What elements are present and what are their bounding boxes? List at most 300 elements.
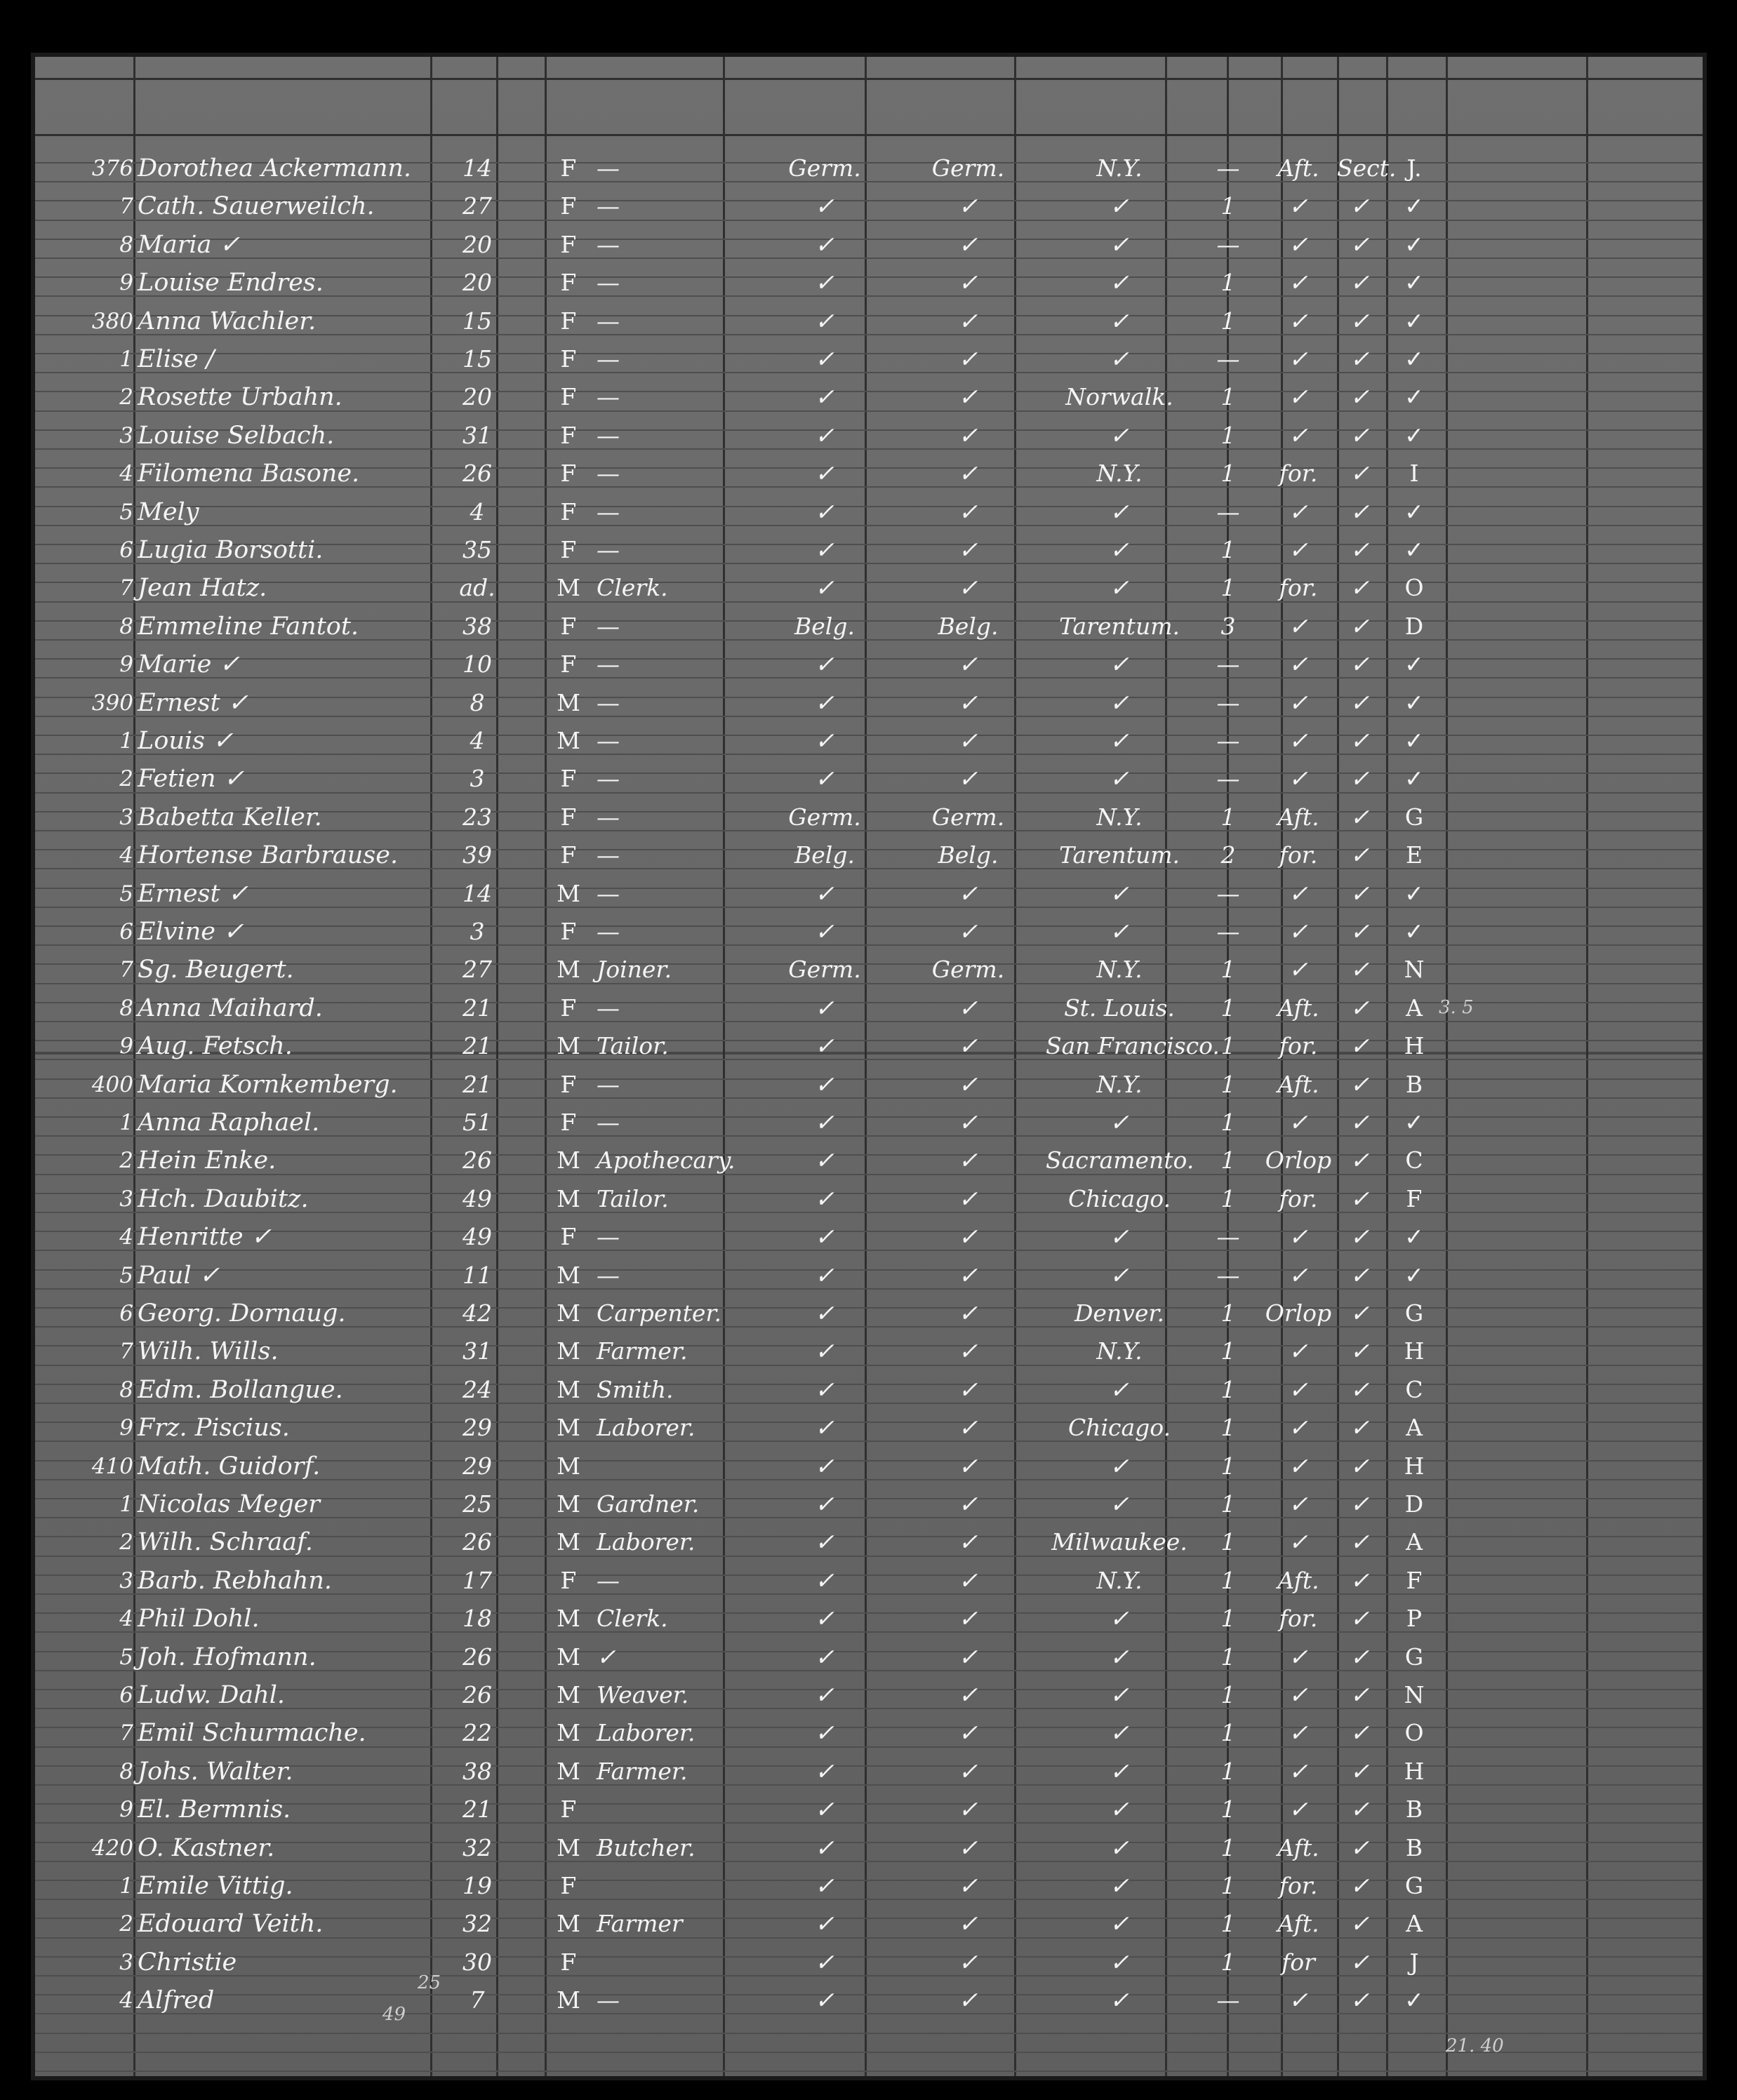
age-cell: 22 — [462, 1719, 492, 1747]
pieces-cell: 1 — [1220, 1146, 1236, 1175]
location-on-ship-cell: for. — [1279, 841, 1318, 869]
pieces-cell: 1 — [1220, 1643, 1236, 1671]
occupation-cell: — — [597, 307, 620, 335]
table-row — [35, 1220, 1703, 1254]
nationality-cell: ✓ — [815, 1337, 834, 1365]
age-cell: 31 — [462, 421, 492, 449]
compartment-cell: ✓ — [1404, 918, 1424, 945]
compartment-cell: J — [1409, 1948, 1419, 1976]
nationality-cell: ✓ — [815, 918, 834, 945]
occupation-cell: — — [597, 269, 620, 297]
destination-cell: ✓ — [1110, 1681, 1129, 1708]
occupation-cell — [597, 1450, 758, 1483]
pieces-cell: — — [1216, 1223, 1240, 1251]
destination-cell: ✓ — [1110, 1719, 1129, 1747]
destination-cell: ✓ — [1110, 536, 1129, 563]
location-on-ship-cell: ✓ — [1289, 1490, 1308, 1518]
entry-number-cell: 376 — [91, 156, 133, 181]
last-residence-cell: ✓ — [958, 879, 978, 907]
age-cell: 27 — [462, 956, 492, 984]
nationality-cell: ✓ — [815, 1414, 834, 1442]
destination-cell: ✓ — [1110, 1605, 1129, 1633]
sex-cell: M — [557, 1757, 580, 1785]
location-on-ship-cell: Aft. — [1277, 994, 1319, 1022]
entry-number-cell: 3 — [119, 1949, 133, 1975]
pieces-cell: — — [1216, 688, 1240, 716]
destination-cell: ✓ — [1110, 1872, 1129, 1899]
last-residence-cell: ✓ — [958, 230, 978, 258]
occupation-cell: Laborer. — [597, 1719, 696, 1747]
occupation-cell: — — [597, 803, 620, 831]
nationality-cell: ✓ — [815, 994, 834, 1022]
pieces-cell: 1 — [1220, 1032, 1236, 1060]
section-cell: ✓ — [1350, 497, 1370, 526]
occupation-cell: ✓ — [597, 1643, 616, 1671]
location-on-ship-cell: for. — [1279, 574, 1318, 602]
occupation-cell: — — [597, 345, 620, 373]
section-cell: ✓ — [1350, 841, 1370, 869]
age-cell: 26 — [462, 460, 492, 488]
sex-cell: F — [560, 345, 577, 373]
sex-cell: F — [560, 421, 577, 449]
table-row — [35, 1297, 1703, 1330]
nationality-cell: ✓ — [815, 574, 834, 602]
passenger-name-cell: Ernest ✓ — [138, 688, 249, 717]
passenger-name-cell: Barb. Rebhahn. — [138, 1566, 333, 1595]
sex-cell: F — [560, 536, 577, 563]
destination-cell: N.Y. — [1096, 1070, 1143, 1098]
entry-number-cell: 2 — [119, 1530, 133, 1556]
compartment-cell: E — [1405, 841, 1423, 869]
entry-number-cell: 2 — [119, 1911, 133, 1937]
last-residence-cell: ✓ — [958, 918, 978, 945]
occupation-cell: — — [597, 1986, 620, 2014]
passenger-name-cell: Wilh. Schraaf. — [138, 1528, 313, 1557]
compartment-cell: H — [1404, 1452, 1425, 1480]
nationality-cell: ✓ — [815, 1490, 834, 1518]
passenger-name-cell: Fetien ✓ — [138, 765, 245, 794]
entry-number-cell: 1 — [119, 1492, 133, 1517]
passenger-name-cell: El. Bermnis. — [138, 1795, 291, 1824]
location-on-ship-cell: Aft. — [1277, 1566, 1319, 1594]
occupation-cell: Laborer. — [597, 1528, 696, 1556]
section-cell: ✓ — [1350, 1299, 1370, 1327]
nationality-cell: ✓ — [815, 345, 834, 373]
table-row — [35, 1716, 1703, 1750]
last-residence-cell: ✓ — [958, 1070, 978, 1098]
passenger-name-cell: Mely — [138, 497, 199, 526]
pieces-cell: — — [1216, 727, 1240, 754]
last-residence-cell: Germ. — [931, 956, 1005, 984]
section-cell: ✓ — [1350, 612, 1370, 640]
pieces-cell: 1 — [1220, 1490, 1236, 1518]
last-residence-cell: Belg. — [938, 612, 999, 640]
occupation-cell: — — [597, 765, 620, 793]
passenger-name-cell: Anna Wachler. — [138, 307, 317, 335]
nationality-cell: ✓ — [815, 460, 834, 488]
sex-cell: M — [557, 1452, 580, 1480]
compartment-cell: B — [1405, 1795, 1423, 1824]
location-on-ship-cell: ✓ — [1289, 192, 1308, 220]
destination-cell: N.Y. — [1096, 1337, 1143, 1365]
last-residence-cell: ✓ — [958, 1528, 978, 1556]
destination-cell: ✓ — [1110, 192, 1129, 220]
entry-number-cell: 3 — [119, 1186, 133, 1212]
location-on-ship-cell: for. — [1279, 460, 1318, 488]
entry-number-cell: 8 — [119, 1758, 133, 1784]
occupation-cell: Clerk. — [597, 1605, 668, 1633]
location-on-ship-cell: ✓ — [1289, 1109, 1308, 1136]
section-cell: ✓ — [1350, 345, 1370, 373]
pieces-cell: 1 — [1220, 192, 1236, 220]
destination-cell: Tarentum. — [1059, 612, 1180, 640]
location-on-ship-cell: Orlop — [1265, 1146, 1332, 1175]
sex-cell: F — [560, 307, 577, 335]
destination-cell: ✓ — [1110, 1910, 1129, 1938]
table-row — [35, 1602, 1703, 1636]
passenger-name-cell: Phil Dohl. — [138, 1605, 260, 1633]
destination-cell: ✓ — [1110, 1986, 1129, 2014]
table-row — [35, 571, 1703, 605]
nationality-cell: ✓ — [815, 1261, 834, 1289]
compartment-cell: ✓ — [1404, 727, 1424, 754]
compartment-cell: ✓ — [1404, 1261, 1424, 1289]
sex-cell: F — [560, 1795, 577, 1824]
compartment-cell: G — [1404, 1643, 1424, 1671]
destination-cell: Chicago. — [1067, 1414, 1171, 1442]
passenger-name-cell: Johs. Walter. — [138, 1757, 293, 1786]
age-cell: 30 — [462, 1948, 492, 1976]
age-cell: 21 — [462, 1032, 492, 1060]
entry-number-cell: 2 — [119, 766, 133, 792]
location-on-ship-cell: ✓ — [1289, 536, 1308, 563]
age-cell: 15 — [462, 307, 492, 335]
entry-number-cell: 6 — [119, 1683, 133, 1708]
compartment-cell: ✓ — [1404, 497, 1424, 526]
pieces-cell: — — [1216, 230, 1240, 258]
passenger-name-cell: Elvine ✓ — [138, 918, 244, 946]
destination-cell: Milwaukee. — [1051, 1528, 1187, 1556]
pieces-cell: — — [1216, 765, 1240, 793]
nationality-cell: ✓ — [815, 1146, 834, 1175]
compartment-cell: B — [1405, 1070, 1423, 1098]
destination-cell: N.Y. — [1096, 956, 1143, 984]
destination-cell: ✓ — [1110, 269, 1129, 297]
destination-cell: ✓ — [1110, 1833, 1129, 1861]
table-row — [35, 1373, 1703, 1407]
sex-cell: M — [557, 1605, 580, 1633]
nationality-cell: ✓ — [815, 1109, 834, 1136]
pieces-cell: — — [1216, 879, 1240, 907]
section-cell: ✓ — [1350, 536, 1370, 563]
passenger-name-cell: Emil Schurmache. — [138, 1719, 366, 1748]
pieces-cell: 1 — [1220, 1184, 1236, 1212]
table-row — [35, 189, 1703, 223]
entry-number-cell: 9 — [119, 1034, 133, 1059]
location-on-ship-cell: Aft. — [1277, 1070, 1319, 1098]
section-cell: ✓ — [1350, 1223, 1370, 1251]
sex-cell: F — [560, 383, 577, 411]
age-cell: 29 — [462, 1452, 492, 1480]
entry-number-cell: 9 — [119, 1797, 133, 1823]
margin-note-25: 25 — [418, 1972, 441, 1993]
pieces-cell: 1 — [1220, 1872, 1236, 1899]
nationality-cell: ✓ — [815, 1757, 834, 1785]
nationality-cell: ✓ — [815, 1795, 834, 1824]
destination-cell: N.Y. — [1096, 460, 1143, 488]
passenger-name-cell: Georg. Dornaug. — [138, 1299, 346, 1327]
destination-cell: St. Louis. — [1064, 994, 1175, 1022]
passenger-name-cell: Rosette Urbahn. — [138, 383, 342, 412]
entry-number-cell: 410 — [91, 1453, 133, 1479]
age-cell: 21 — [462, 1070, 492, 1098]
location-on-ship-cell: for. — [1279, 1032, 1318, 1060]
entry-number-cell: 8 — [119, 613, 133, 639]
location-on-ship-cell: ✓ — [1289, 1375, 1308, 1403]
compartment-cell: ✓ — [1404, 383, 1424, 411]
sex-cell: M — [557, 1528, 580, 1556]
occupation-cell: Butcher. — [597, 1833, 696, 1861]
location-on-ship-cell: Aft. — [1277, 803, 1319, 831]
occupation-cell: Weaver. — [597, 1681, 689, 1708]
destination-cell: ✓ — [1110, 345, 1129, 373]
occupation-cell: — — [597, 994, 620, 1022]
table-row — [35, 801, 1703, 834]
passenger-name-cell: Christie — [138, 1948, 237, 1977]
location-on-ship-cell: ✓ — [1289, 307, 1308, 335]
destination-cell: ✓ — [1110, 230, 1129, 258]
sex-cell: F — [560, 1109, 577, 1136]
pieces-cell: — — [1216, 918, 1240, 945]
sex-cell: M — [557, 1184, 580, 1212]
occupation-cell: — — [597, 727, 620, 754]
age-cell: 49 — [462, 1223, 492, 1251]
section-cell: ✓ — [1350, 1605, 1370, 1633]
destination-cell: ✓ — [1110, 1643, 1129, 1671]
compartment-cell: G — [1404, 803, 1424, 831]
last-residence-cell: ✓ — [958, 383, 978, 411]
age-cell: 8 — [470, 688, 485, 716]
age-cell: 20 — [462, 230, 492, 258]
entry-number-cell: 380 — [91, 308, 133, 334]
passenger-name-cell: Lugia Borsotti. — [138, 536, 324, 564]
passenger-name-cell: Aug. Fetsch. — [138, 1032, 293, 1061]
pieces-cell: 1 — [1220, 1299, 1236, 1327]
occupation-cell: Tailor. — [597, 1032, 669, 1060]
passenger-name-cell: Wilh. Wills. — [138, 1337, 279, 1366]
occupation-cell: — — [597, 1223, 620, 1251]
nationality-cell: Germ. — [788, 956, 861, 984]
entry-number-cell: 1 — [119, 728, 133, 754]
location-on-ship-cell: for — [1282, 1948, 1315, 1976]
table-row — [35, 1564, 1703, 1598]
table-row — [35, 1831, 1703, 1865]
location-on-ship-cell: ✓ — [1289, 230, 1308, 258]
location-on-ship-cell: ✓ — [1289, 1986, 1308, 2014]
entry-number-cell: 3 — [119, 1567, 133, 1593]
location-on-ship-cell: Aft. — [1277, 154, 1319, 182]
table-row — [35, 877, 1703, 911]
last-residence-cell: ✓ — [958, 1986, 978, 2014]
sex-cell: M — [557, 574, 580, 602]
sex-cell: M — [557, 727, 580, 754]
location-on-ship-cell: ✓ — [1289, 383, 1308, 411]
age-cell: 35 — [462, 536, 492, 563]
pieces-cell: 1 — [1220, 1681, 1236, 1708]
last-residence-cell: ✓ — [958, 1948, 978, 1976]
occupation-cell: — — [597, 918, 620, 945]
passenger-name-cell: Emile Vittig. — [138, 1872, 293, 1900]
entry-number-cell: 4 — [119, 1988, 133, 2014]
passenger-name-cell: Marie ✓ — [138, 650, 240, 679]
location-on-ship-cell: ✓ — [1289, 688, 1308, 716]
table-row — [35, 1144, 1703, 1177]
pieces-cell: 1 — [1220, 1910, 1236, 1938]
nationality-cell: ✓ — [815, 1643, 834, 1671]
last-residence-cell: ✓ — [958, 1566, 978, 1594]
section-cell: ✓ — [1350, 1414, 1370, 1442]
last-residence-cell: ✓ — [958, 1605, 978, 1633]
pieces-cell: 1 — [1220, 803, 1236, 831]
passenger-name-cell: Ernest ✓ — [138, 879, 249, 908]
passenger-name-cell: Hortense Barbrause. — [138, 841, 399, 870]
pieces-cell: 2 — [1220, 841, 1236, 869]
section-cell: ✓ — [1350, 1490, 1370, 1518]
compartment-cell: ✓ — [1404, 765, 1424, 793]
nationality-cell: Belg. — [794, 612, 855, 640]
section-cell: ✓ — [1350, 307, 1370, 335]
pieces-cell: — — [1216, 345, 1240, 373]
section-cell: ✓ — [1350, 1070, 1370, 1098]
table-row — [35, 762, 1703, 796]
last-residence-cell: ✓ — [958, 1910, 978, 1938]
section-cell: ✓ — [1350, 1261, 1370, 1289]
age-cell: 20 — [462, 383, 492, 411]
nationality-cell: ✓ — [815, 1948, 834, 1976]
pieces-cell: 1 — [1220, 1948, 1236, 1976]
age-cell: 31 — [462, 1337, 492, 1365]
last-residence-cell: ✓ — [958, 460, 978, 488]
table-row — [35, 228, 1703, 262]
section-cell: ✓ — [1350, 1337, 1370, 1365]
sex-cell: M — [557, 1299, 580, 1327]
destination-cell: N.Y. — [1096, 1566, 1143, 1594]
age-cell: ad. — [459, 574, 495, 602]
age-cell: 11 — [462, 1261, 492, 1289]
pieces-cell: 1 — [1220, 574, 1236, 602]
passenger-name-cell: Emmeline Fantot. — [138, 612, 359, 641]
table-row — [35, 1182, 1703, 1216]
occupation-cell: — — [597, 154, 620, 182]
section-cell: ✓ — [1350, 765, 1370, 793]
age-cell: 23 — [462, 803, 492, 831]
pieces-cell: 1 — [1220, 269, 1236, 297]
occupation-cell: — — [597, 497, 620, 526]
nationality-cell: ✓ — [815, 879, 834, 907]
occupation-cell: — — [597, 230, 620, 258]
entry-number-cell: 5 — [119, 1262, 133, 1288]
last-residence-cell: ✓ — [958, 727, 978, 754]
occupation-cell: — — [597, 688, 620, 716]
nationality-cell: ✓ — [815, 421, 834, 449]
passenger-name-cell: Cath. Sauerweilch. — [138, 192, 375, 221]
passenger-name-cell: Hch. Daubitz. — [138, 1184, 309, 1213]
table-row — [35, 533, 1703, 567]
entry-number-cell: 3 — [119, 804, 133, 830]
location-on-ship-cell: ✓ — [1289, 765, 1308, 793]
occupation-cell: Laborer. — [597, 1414, 696, 1442]
table-row — [35, 380, 1703, 414]
entry-number-cell: 1 — [119, 1873, 133, 1899]
section-cell: ✓ — [1350, 1184, 1370, 1212]
sex-cell: M — [557, 1414, 580, 1442]
compartment-cell: ✓ — [1404, 536, 1424, 563]
nationality-cell: Germ. — [788, 154, 861, 182]
location-on-ship-cell: ✓ — [1289, 650, 1308, 678]
last-residence-cell: ✓ — [958, 1184, 978, 1212]
last-residence-cell: ✓ — [958, 269, 978, 297]
passenger-name-cell: Ludw. Dahl. — [138, 1681, 286, 1709]
destination-cell: N.Y. — [1096, 803, 1143, 831]
pieces-cell: 1 — [1220, 1757, 1236, 1785]
sex-cell: F — [560, 994, 577, 1022]
passenger-name-cell: Dorothea Ackermann. — [138, 154, 412, 182]
sex-cell: F — [560, 918, 577, 945]
last-residence-cell: ✓ — [958, 497, 978, 526]
compartment-cell: ✓ — [1404, 269, 1424, 297]
age-cell: 7 — [470, 1986, 485, 2014]
table-row — [35, 838, 1703, 872]
last-residence-cell: ✓ — [958, 1490, 978, 1518]
occupation-cell: — — [597, 1261, 620, 1289]
section-cell: ✓ — [1350, 650, 1370, 678]
entry-number-cell: 8 — [119, 1377, 133, 1403]
last-residence-cell: ✓ — [958, 1375, 978, 1403]
nationality-cell: ✓ — [815, 230, 834, 258]
passenger-name-cell: Louise Selbach. — [138, 421, 335, 450]
section-cell: ✓ — [1350, 1643, 1370, 1671]
passenger-name-cell: Elise / — [138, 345, 215, 373]
occupation-cell: Clerk. — [597, 574, 668, 602]
pieces-cell: 1 — [1220, 1833, 1236, 1861]
location-on-ship-cell: ✓ — [1289, 956, 1308, 984]
compartment-cell: F — [1406, 1566, 1423, 1594]
compartment-cell: ✓ — [1404, 1109, 1424, 1136]
table-row — [35, 495, 1703, 529]
destination-cell: ✓ — [1110, 1261, 1129, 1289]
section-cell: ✓ — [1350, 1566, 1370, 1594]
sex-cell: M — [557, 1910, 580, 1938]
last-residence-cell: ✓ — [958, 1146, 978, 1175]
location-on-ship-cell: ✓ — [1289, 269, 1308, 297]
compartment-cell: ✓ — [1404, 1223, 1424, 1251]
passenger-name-cell: Filomena Basone. — [138, 460, 360, 488]
occupation-cell: Apothecary. — [597, 1146, 736, 1175]
last-residence-cell: ✓ — [958, 1109, 978, 1136]
passenger-name-cell: Jean Hatz. — [138, 574, 267, 603]
table-row — [35, 610, 1703, 643]
pieces-cell: 1 — [1220, 1605, 1236, 1633]
destination-cell: ✓ — [1110, 727, 1129, 754]
nationality-cell: ✓ — [815, 383, 834, 411]
location-on-ship-cell: ✓ — [1289, 918, 1308, 945]
passenger-name-cell: Louis ✓ — [138, 727, 234, 755]
sex-cell: M — [557, 1719, 580, 1747]
compartment-cell: P — [1406, 1605, 1423, 1633]
table-row — [35, 953, 1703, 987]
table-row — [35, 1029, 1703, 1063]
section-cell: ✓ — [1350, 1833, 1370, 1861]
